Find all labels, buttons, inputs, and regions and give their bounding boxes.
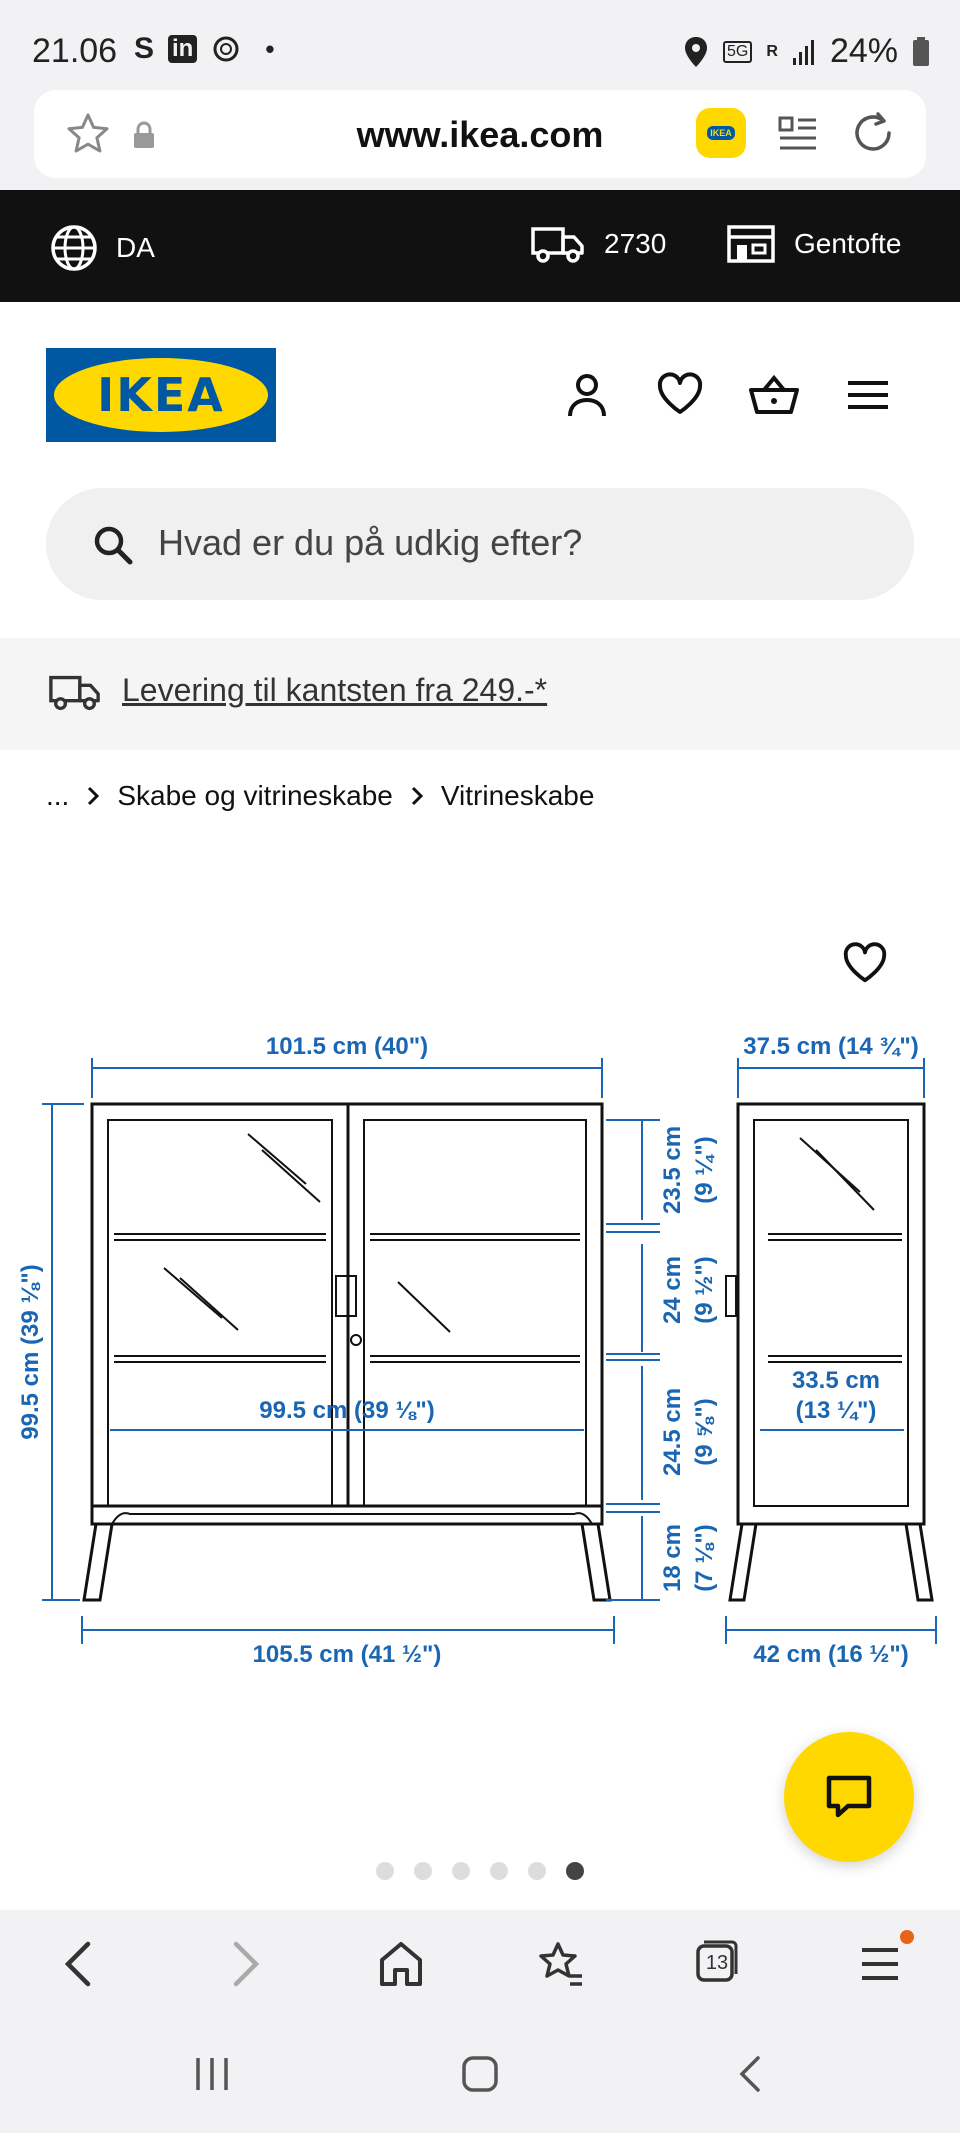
forward-icon[interactable]: [222, 1938, 266, 1990]
status-time: 21.06: [32, 32, 118, 70]
dim-shelf-3-in: (9 ⅝"): [691, 1398, 718, 1466]
dim-top-width: 101.5 cm (40"): [265, 1033, 429, 1060]
dim-leg: 18 cm: [659, 1523, 686, 1593]
home-icon[interactable]: [376, 1938, 426, 1990]
cabinet-front-drawing: [84, 1104, 610, 1600]
dim-inner-width: 99.5 cm (39 ⅛"): [259, 1397, 435, 1424]
system-nav-bar: [0, 2020, 960, 2133]
tabs-button[interactable]: [694, 1938, 740, 1984]
battery-text: 24%: [829, 32, 898, 70]
bookmarks-icon[interactable]: [536, 1938, 586, 1990]
product-favourite-heart-icon[interactable]: [842, 940, 888, 986]
language-label: DA: [116, 232, 155, 263]
search-input[interactable]: Hvad er du på udkig efter?: [158, 522, 583, 563]
globe-icon: [50, 224, 98, 272]
logo-ellipse: [54, 358, 268, 432]
ikea-logo[interactable]: [46, 348, 276, 442]
store-label: Gentofte: [794, 228, 902, 259]
url-text[interactable]: www.ikea.com: [356, 114, 604, 155]
dimension-diagram: [0, 1020, 960, 1700]
rose-icon: [211, 34, 241, 64]
notification-dot: [900, 1930, 914, 1944]
reload-icon[interactable]: [848, 108, 898, 158]
top-strip: [0, 190, 960, 302]
back-icon[interactable]: [58, 1938, 102, 1990]
address-bar[interactable]: [34, 90, 926, 178]
recent-apps-icon[interactable]: [192, 2054, 232, 2094]
dim-shelf-3: 24.5 cm: [659, 1387, 686, 1477]
battery-icon: [912, 37, 930, 67]
tabs-count: 13: [705, 1952, 729, 1974]
carousel-dots: [0, 1862, 960, 1880]
dim-side-inner-in: (13 ¼"): [795, 1397, 877, 1424]
breadcrumb-item[interactable]: Vitrineskabe: [440, 780, 595, 811]
chat-button[interactable]: [784, 1732, 914, 1862]
chat-icon: [824, 1772, 874, 1822]
skype-icon: S: [134, 32, 155, 65]
chevron-right-icon: [411, 786, 423, 806]
delivery-banner: [0, 638, 960, 750]
carousel-dot[interactable]: [376, 1862, 394, 1880]
postal-code-label: 2730: [604, 228, 667, 259]
delivery-truck-icon: [48, 672, 102, 712]
search-bar[interactable]: [46, 488, 914, 600]
status-dot: •: [265, 33, 275, 64]
basket-icon[interactable]: [748, 370, 800, 420]
breadcrumb-ellipsis[interactable]: ...: [46, 780, 70, 811]
chevron-right-icon: [87, 786, 99, 806]
delivery-link[interactable]: Levering til kantsten fra 249.-*: [122, 672, 548, 708]
status-app-icons: [134, 32, 274, 66]
browser-toolbar: [0, 1910, 960, 2020]
carousel-dot[interactable]: [566, 1862, 584, 1880]
wishlist-heart-icon[interactable]: [656, 370, 704, 418]
carousel-dot[interactable]: [528, 1862, 546, 1880]
logo-text: IKEA: [97, 368, 225, 422]
dim-height: 99.5 cm (39 ⅛"): [17, 1264, 44, 1440]
search-icon: [92, 524, 134, 566]
network-icon: 5G: [723, 41, 752, 63]
breadcrumb-item[interactable]: Skabe og vitrineskabe: [117, 780, 393, 811]
carousel-dot[interactable]: [490, 1862, 508, 1880]
truck-icon: [530, 224, 586, 264]
language-selector[interactable]: [50, 224, 155, 272]
dim-shelf-1: 23.5 cm: [659, 1125, 686, 1215]
breadcrumb: [46, 780, 594, 812]
dim-leg-in: (7 ⅛"): [691, 1524, 718, 1592]
dim-shelf-2: 24 cm: [659, 1255, 686, 1325]
signal-icon: [792, 38, 816, 66]
ikea-app-icon[interactable]: [696, 108, 746, 158]
status-bar: [0, 0, 960, 88]
dimension-lines: [42, 1058, 936, 1644]
roaming-icon: R: [766, 42, 778, 60]
browser-menu-icon[interactable]: [858, 1938, 902, 1990]
postal-code-selector[interactable]: [530, 224, 666, 264]
reader-mode-icon[interactable]: [776, 112, 820, 156]
store-selector[interactable]: [726, 224, 901, 264]
home-nav-icon[interactable]: [460, 2054, 500, 2094]
dim-shelf-1-in: (9 ¼"): [691, 1136, 718, 1204]
location-icon: [683, 36, 709, 68]
cabinet-side-drawing: [726, 1104, 932, 1600]
carousel-dot[interactable]: [452, 1862, 470, 1880]
dim-shelf-2-in: (9 ½"): [691, 1256, 718, 1324]
ikea-app-label: IKEA: [707, 126, 735, 140]
dim-base-width: 105.5 cm (41 ½"): [252, 1641, 442, 1668]
dim-side-depth-base: 42 cm (16 ½"): [753, 1641, 909, 1668]
browser-address-area: [0, 88, 960, 190]
status-right: [683, 32, 930, 71]
back-nav-icon[interactable]: [730, 2054, 770, 2094]
dim-side-inner: 33.5 cm: [791, 1367, 881, 1394]
account-icon[interactable]: [562, 370, 612, 420]
linkedin-icon: in: [168, 35, 197, 63]
dim-side-depth-top: 37.5 cm (14 ¾"): [743, 1033, 919, 1060]
carousel-dot[interactable]: [414, 1862, 432, 1880]
store-icon: [726, 224, 776, 264]
menu-icon[interactable]: [846, 370, 890, 420]
